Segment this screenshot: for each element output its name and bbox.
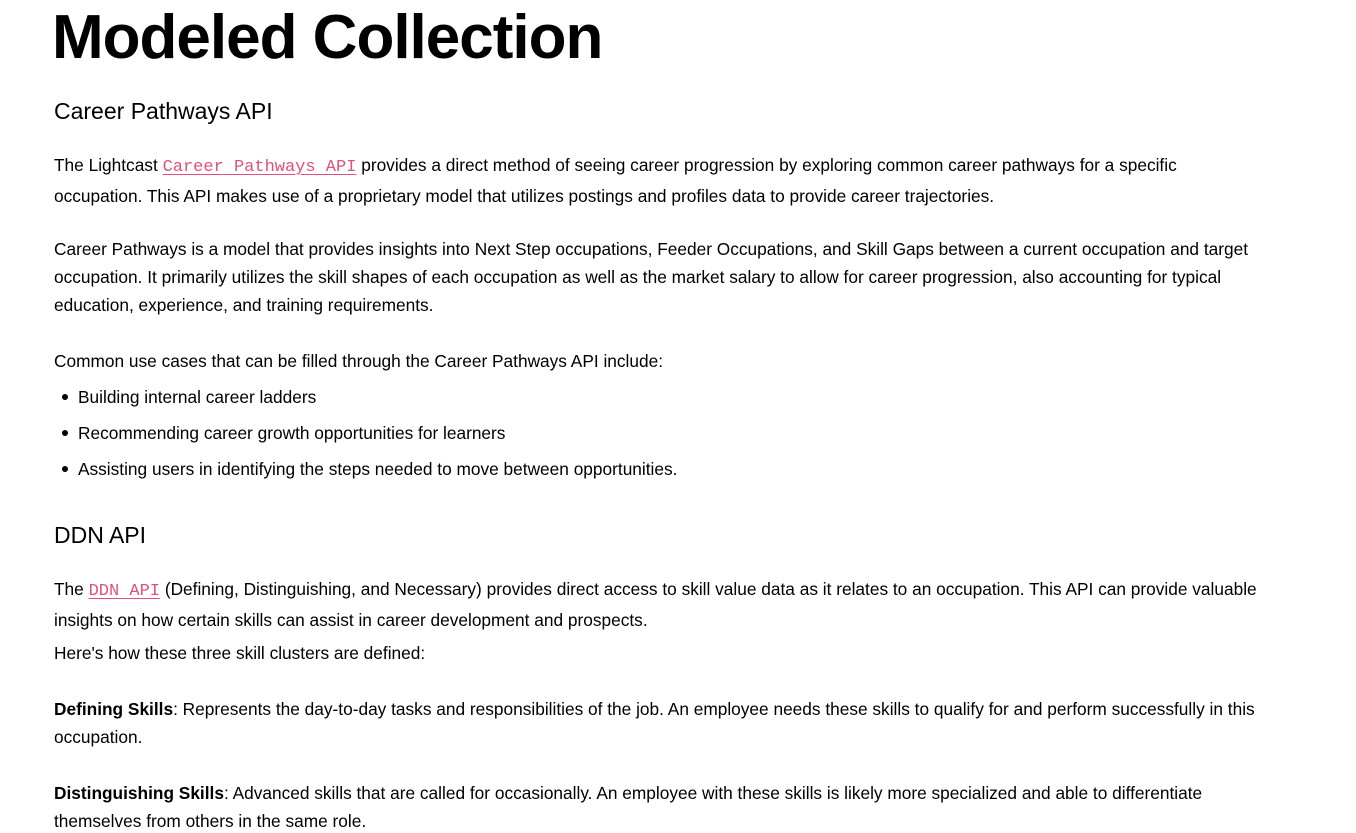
ddn-intro-prefix: The	[54, 579, 89, 599]
ddn-heading: DDN API	[54, 522, 147, 548]
career-pathways-intro-prefix: The Lightcast	[54, 155, 163, 175]
list-item: Recommending career growth opportunities for learners	[54, 419, 677, 455]
distinguishing-skills-text: : Advanced skills that are called for occasionally. An employee with these skills is likely more specialized and able to differentiate themselves from others in the same role.	[54, 783, 1203, 831]
career-pathways-intro-suffix: provides a direct method of seeing career progression by exploring common career pathways for a specific occupation. This API makes use of a proprietary model that utilizes postings and profiles data to provide career trajectories.	[54, 155, 1177, 206]
skill-clusters-intro: Here's how these three skill clusters are defined:	[54, 643, 426, 663]
ddn-intro-suffix: (Defining, Distinguishing, and Necessary) provides direct access to skill value data as it relates to an occupation. This API can provide valuable insights on how certain skills can assist in career development and prospects.	[54, 579, 1257, 630]
career-pathways-api-link[interactable]: Career Pathways API	[162, 158, 357, 177]
defining-skills-label: Defining Skills	[54, 699, 174, 719]
page-title: Modeled Collection	[52, 3, 603, 72]
ddn-intro	[54, 575, 1269, 634]
list-item: Assisting users in identifying the steps needed to move between opportunities.	[54, 455, 677, 491]
defining-skills-paragraph	[54, 695, 1269, 751]
career-pathways-heading: Career Pathways API	[54, 98, 273, 124]
defining-skills-text: : Represents the day-to-day tasks and responsibilities of the job. An employee needs these skills to qualify for and perform successfully in this occupation.	[54, 699, 1255, 747]
career-pathways-model-description: Career Pathways is a model that provides insights into Next Step occupations, Feeder Occupations, and Skill Gaps between a current occupation and target occupation. It primarily utilizes the skill shapes of each occupation as well as the market salary to allow for career progression, also accounting for typical education, experience, and training requirements.	[54, 239, 1249, 315]
ddn-api-link[interactable]: DDN API	[88, 582, 161, 601]
use-cases-list	[54, 383, 677, 491]
use-cases-intro: Common use cases that can be filled through the Career Pathways API include:	[54, 351, 664, 371]
distinguishing-skills-label: Distinguishing Skills	[54, 783, 224, 803]
list-item: Building internal career ladders	[54, 383, 677, 419]
career-pathways-intro	[54, 151, 1269, 210]
distinguishing-skills-paragraph	[54, 779, 1269, 833]
